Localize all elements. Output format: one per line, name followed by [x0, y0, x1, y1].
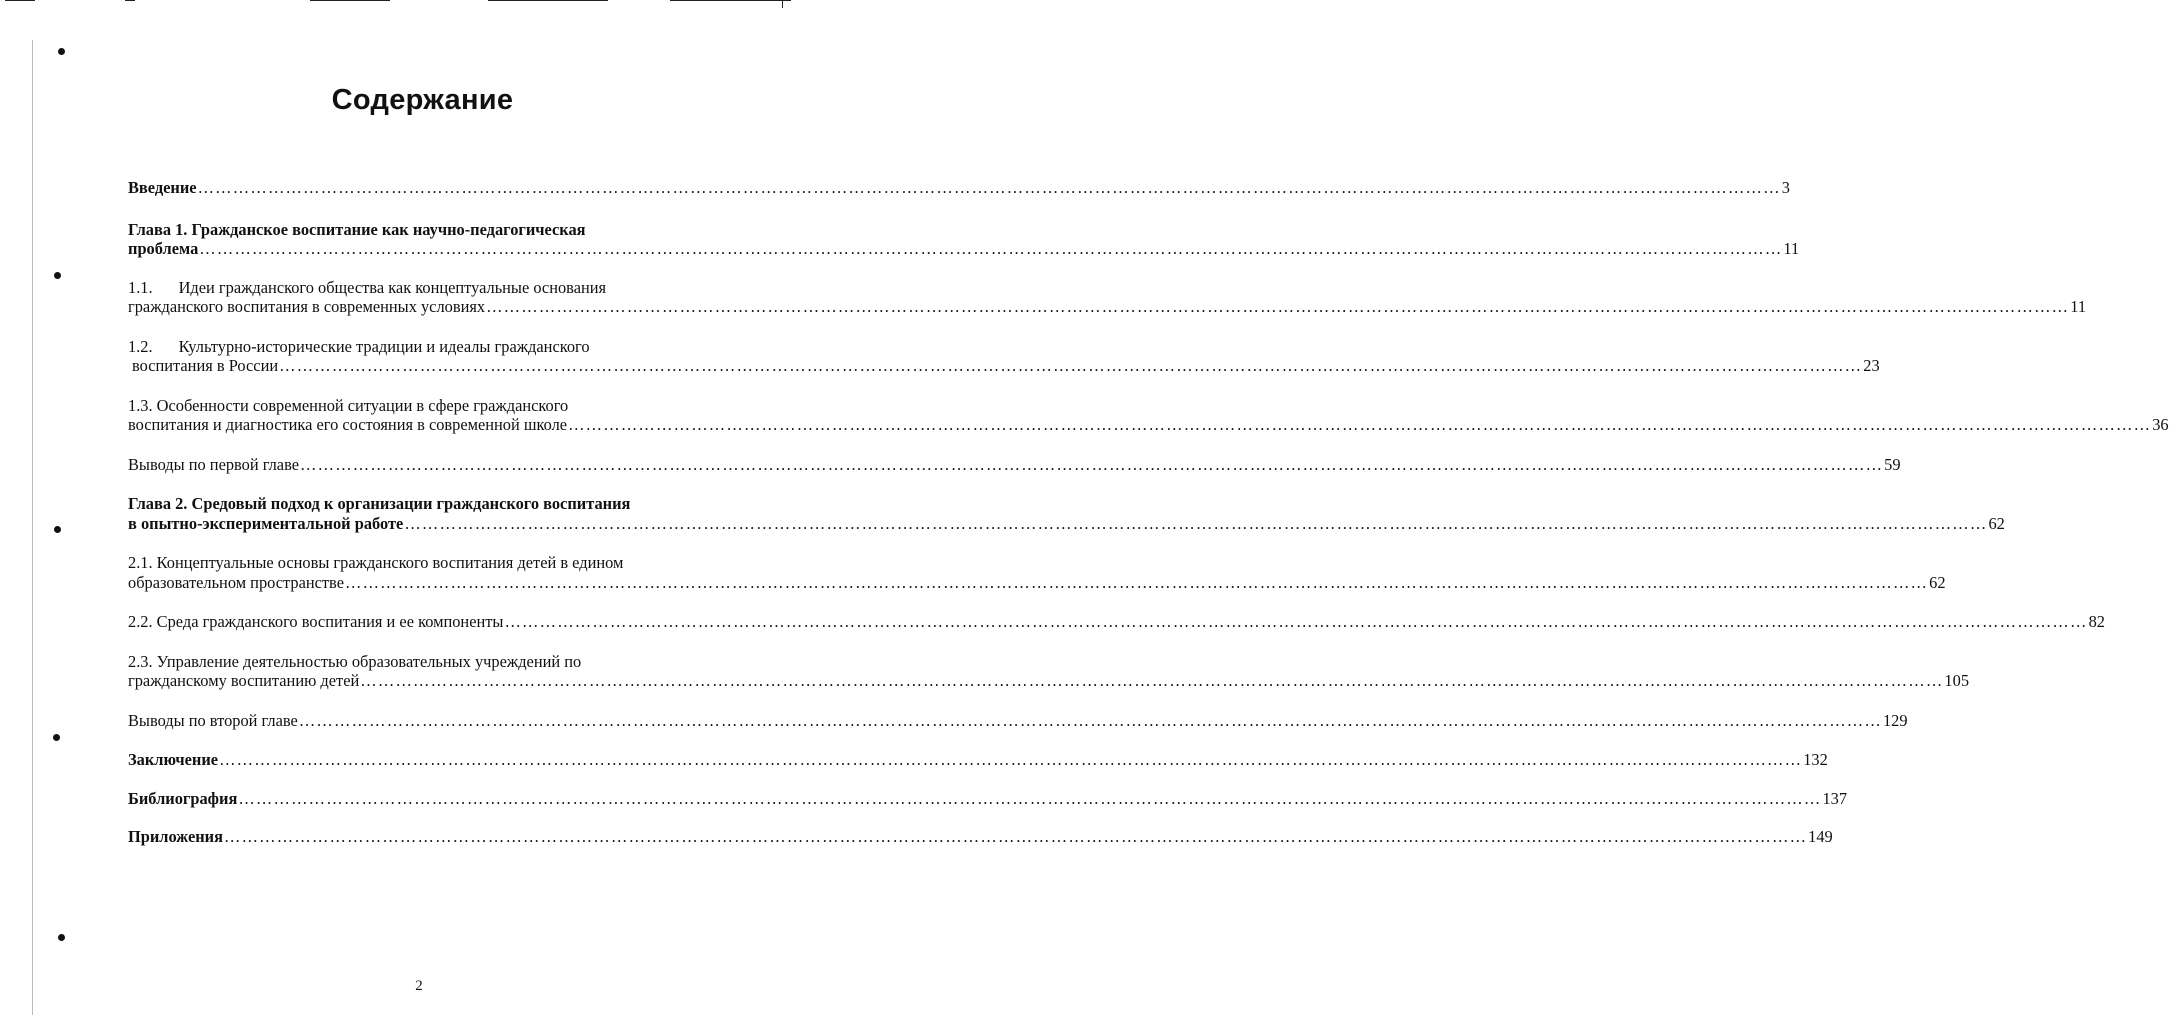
binder-hole-dot: [54, 526, 61, 533]
toc-entry[interactable]: [128, 454, 1901, 475]
toc-page-number: 129: [1882, 710, 1908, 730]
toc-entry-title: Выводы по второй главе: [128, 710, 298, 730]
toc-page-number: 23: [1863, 356, 1880, 375]
toc-entry-title-line: Культурно-исторические традиции и идеалы гражданского: [178, 336, 590, 356]
toc-entry[interactable]: [128, 612, 2105, 632]
toc-entry-title: в опытно-экспериментальной работе: [128, 513, 404, 533]
scan-artifact-left-edge: [32, 40, 33, 1015]
toc-entry[interactable]: [128, 827, 1833, 847]
toc-entry-title-line: 1.3. Особенности современной ситуации в сфере гражданского: [128, 395, 569, 415]
scan-artifact-top-line: [488, 0, 608, 1]
toc-entry-title: Заключение: [128, 750, 219, 769]
toc-page-number: 105: [1944, 671, 1970, 690]
toc-leader-dots: ………………………………………………………………………………………………………………………………………………………………………………………………………………………………………………: [300, 454, 1884, 474]
toc-entry-title: гражданского воспитания в современных условиях: [128, 297, 486, 316]
toc-entry-title: Выводы по первой главе: [128, 454, 300, 474]
toc-page-number: 137: [1822, 788, 1848, 808]
toc-page-number: 132: [1803, 750, 1828, 769]
toc-page-number: 36: [2152, 415, 2169, 434]
toc-page-number: 59: [1884, 454, 1901, 474]
toc-entry[interactable]: [128, 336, 1880, 376]
toc-leader-dots: ………………………………………………………………………………………………………………………………………………………………………………………………………………………………………………: [219, 750, 1803, 769]
toc-leader-dots: ………………………………………………………………………………………………………………………………………………………………………………………………………………………………………………: [486, 297, 2070, 316]
toc-leader-dots: ………………………………………………………………………………………………………………………………………………………………………………………………………………………………………………: [344, 572, 1929, 592]
toc-leader-dots: ………………………………………………………………………………………………………………………………………………………………………………………………………………………………………………: [504, 612, 2088, 631]
toc-entry-title: Введение: [128, 178, 197, 197]
scan-artifact-top-line: [670, 0, 791, 1]
toc-entry-title: воспитания в России: [132, 356, 279, 375]
toc-entry[interactable]: [128, 788, 1848, 809]
toc-entry[interactable]: [128, 553, 1946, 592]
page-title: Содержание: [331, 84, 514, 116]
toc-entry-title-line: Идеи гражданского общества как концептуальные основания: [178, 277, 607, 297]
toc-entry-title: гражданскому воспитанию детей: [128, 671, 360, 690]
toc-entry[interactable]: [128, 395, 2169, 435]
scan-artifact-right-tick: [782, 0, 783, 8]
toc-entry-title-line: 2.1. Концептуальные основы гражданского воспитания детей в едином: [128, 553, 624, 572]
scan-artifact-top-line: [125, 0, 135, 1]
toc-page-number: 3: [1781, 178, 1790, 197]
toc-page-number: 62: [1929, 572, 1946, 592]
toc-entry[interactable]: [128, 710, 1908, 731]
toc-leader-dots: ………………………………………………………………………………………………………………………………………………………………………………………………………………………………………………: [224, 827, 1808, 846]
binder-hole-dot: [58, 934, 65, 941]
toc-entry-title-line: 2.3. Управление деятельностью образовательных учреждений по: [128, 651, 582, 671]
toc-entry-number: 1.2.: [128, 336, 153, 356]
table-of-contents: [128, 178, 2169, 847]
binder-hole-dot: [54, 272, 61, 279]
scan-artifact-top-line: [310, 0, 390, 1]
toc-leader-dots: ………………………………………………………………………………………………………………………………………………………………………………………………………………………………………………: [568, 415, 2152, 434]
toc-entry-title: воспитания и диагностика его состояния в современной школе: [128, 415, 568, 434]
toc-page-number: 11: [2070, 297, 2087, 316]
toc-entry-title: проблема: [128, 239, 199, 258]
toc-entry[interactable]: [128, 750, 1828, 770]
toc-leader-dots: ………………………………………………………………………………………………………………………………………………………………………………………………………………………………………………: [360, 671, 1944, 690]
toc-entry-title: Приложения: [128, 827, 223, 846]
toc-page-number: 11: [1783, 239, 1800, 258]
toc-entry-title: образовательном пространстве: [128, 572, 344, 592]
toc-entry-title-line: Глава 2. Средовый подход к организации гражданского воспитания: [128, 494, 631, 513]
toc-entry[interactable]: [128, 219, 1800, 259]
binder-hole-dot: [58, 48, 65, 55]
toc-entry[interactable]: [128, 277, 2087, 317]
toc-leader-dots: ………………………………………………………………………………………………………………………………………………………………………………………………………………………………………………: [298, 710, 1882, 730]
toc-entry[interactable]: [128, 651, 1970, 691]
toc-leader-dots: ………………………………………………………………………………………………………………………………………………………………………………………………………………………………………………: [197, 178, 1781, 197]
toc-leader-dots: ………………………………………………………………………………………………………………………………………………………………………………………………………………………………………………: [279, 356, 1863, 375]
toc-entry-title: 2.2. Среда гражданского воспитания и ее компоненты: [128, 612, 504, 631]
toc-entry-title-line: Глава 1. Гражданское воспитание как научно-педагогическая: [128, 219, 586, 239]
toc-page-number: 149: [1808, 827, 1833, 846]
toc-page-number: 82: [2088, 612, 2105, 631]
toc-leader-dots: ………………………………………………………………………………………………………………………………………………………………………………………………………………………………………………: [238, 788, 1822, 808]
toc-entry[interactable]: [128, 494, 2005, 533]
scan-artifact-top-line: [5, 0, 35, 1]
toc-entry-number: 1.1.: [128, 277, 153, 297]
binder-hole-dot: [53, 734, 60, 741]
toc-leader-dots: ………………………………………………………………………………………………………………………………………………………………………………………………………………………………………………: [404, 513, 1988, 533]
toc-entry-title: Библиография: [128, 788, 238, 808]
toc-leader-dots: ………………………………………………………………………………………………………………………………………………………………………………………………………………………………………………: [199, 239, 1783, 258]
toc-page-number: 62: [1988, 513, 2005, 533]
page-number: 2: [415, 978, 423, 994]
toc-entry[interactable]: [128, 178, 1790, 198]
